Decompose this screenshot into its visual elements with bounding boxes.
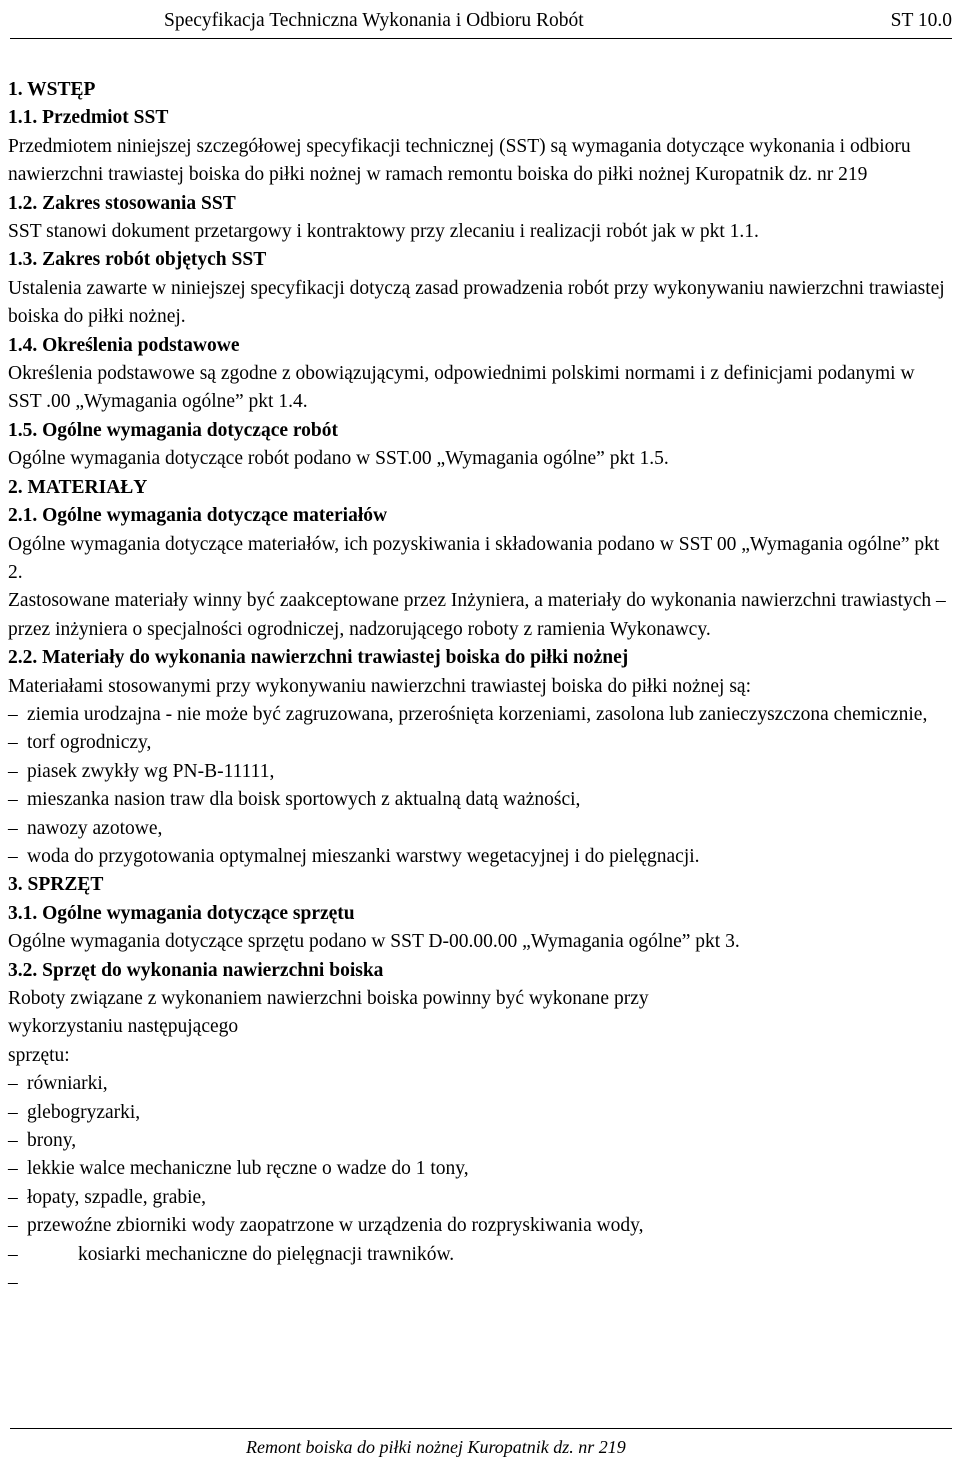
section-heading-3: 3. SPRZĘT [8,874,104,896]
section-heading-1: 1. WSTĘP [8,79,96,100]
dash-bullet: – [8,1101,18,1123]
footer-text: Remont boiska do piłki nożnej Kuropatnik dz. nr 219 [246,1437,626,1457]
dash-bullet: – [8,1073,18,1095]
document-body [8,76,952,1297]
materials-list [8,701,952,871]
section-body-1-2: SST stanowi dokument przetargowy i kontraktowy przy zlecaniu i realizacji robót jak w pkt 1.1. [8,221,759,243]
section-heading-2-1: 2.1. Ogólne wymagania dotyczące materiałów [8,505,388,527]
section-heading-1-1: 1.1. Przedmiot SST [8,107,169,129]
list-item-text: łopaty, szpadle, grabie, [27,1186,207,1208]
list-item [8,1155,952,1183]
list-item-text: mieszanka nasion traw dla boisk sportowych z aktualną datą ważności, [27,789,581,811]
section-body-1-1: Przedmiotem niniejszej szczegółowej specyfikacji technicznej (SST) są wymagania dotyczące wykonania i odbioru nawierzchni trawiastej boiska do piłki nożnej w ramach remontu boiska do piłki nożnej Kuropatnik dz. nr 219 [8,135,911,186]
list-item-text: torf ogrodniczy, [27,732,152,754]
list-item [8,843,952,871]
dash-bullet: – [8,1215,18,1237]
section-body-1-4: Określenia podstawowe są zgodne z obowiązującymi, odpowiednimi polskimi normami i z definicjami podanymi w SST .00 „Wymagania ogólne” pkt 1.4. [8,363,915,413]
list-item [8,1070,952,1098]
list-item-empty [8,1269,952,1297]
list-item-text: ziemia urodzajna - nie może być zagruzowana, przerośnięta korzeniami, zasolona lub zanieczyszczona chemicznie, [27,703,928,725]
list-item [8,1212,952,1240]
section-body-2-2: Materiałami stosowanymi przy wykonywaniu nawierzchni trawiastej boiska do piłki nożnej są: [8,675,751,697]
list-item-text: lekkie walce mechaniczne lub ręczne o wadze do 1 tony, [27,1158,469,1180]
section-heading-1-3: 1.3. Zakres robót objętych SST [8,249,267,271]
section-body-3-1: Ogólne wymagania dotyczące sprzętu podano w SST D-00.00.00 „Wymagania ogólne” pkt 3. [8,931,740,953]
section-body-3-2-line2: wykorzystaniu następującego [8,1016,239,1038]
section-body-1-3: Ustalenia zawarte w niniejszej specyfikacji dotyczą zasad prowadzenia robót przy wykonywaniu nawierzchni trawiastej boiska do piłki nożnej. [8,277,945,328]
dash-bullet: – [8,1130,18,1152]
dash-bullet: – [8,760,18,782]
list-item [8,1184,952,1212]
section-heading-3-1: 3.1. Ogólne wymagania dotyczące sprzętu [8,902,355,924]
dash-bullet: – [8,789,18,811]
list-item [8,701,952,729]
list-item-text: kosiarki mechaniczne do pielęgnacji trawników. [78,1243,455,1265]
section-heading-2: 2. MATERIAŁY [8,476,148,498]
dash-bullet: – [8,732,18,754]
list-item [8,1241,952,1269]
list-item [8,786,952,814]
section-body-3-2-line3: sprzętu: [8,1044,70,1066]
dash-bullet: – [8,1158,18,1180]
section-body-2-1-b: Zastosowane materiały winny być zaakceptowane przez Inżyniera, a materiały do wykonania nawierzchni trawiastych – przez inżyniera o specjalności ogrodniczej, nadzorującego roboty z ramienia Wykonawcy. [8,590,946,640]
section-heading-1-5: 1.5. Ogólne wymagania dotyczące robót [8,419,339,441]
section-heading-2-2: 2.2. Materiały do wykonania nawierzchni trawiastej boiska do piłki nożnej [8,647,629,669]
section-heading-1-2: 1.2. Zakres stosowania SST [8,192,236,214]
section-body-3-2-line1: Roboty związane z wykonaniem nawierzchni boiska powinny być wykonane przy [8,988,649,1009]
list-item-text: brony, [27,1130,77,1152]
page-footer [10,1428,952,1457]
list-item-text: równiarki, [27,1073,108,1095]
section-body-2-1: Ogólne wymagania dotyczące materiałów, ich pozyskiwania i składowania podano w SST 00 „Wymagania ogólne” pkt 2. [8,533,940,583]
header-code: ST 10.0 [890,10,952,31]
list-item [8,729,952,757]
dash-bullet: – [8,817,18,839]
list-item-text: glebogryzarki, [27,1101,141,1123]
list-item [8,758,952,786]
dash-bullet: – [8,1186,18,1208]
list-item-text: nawozy azotowe, [27,817,163,839]
section-body-1-5: Ogólne wymagania dotyczące robót podano w SST.00 „Wymagania ogólne” pkt 1.5. [8,448,669,470]
list-item-text: woda do przygotowania optymalnej mieszanki warstwy wegetacyjnej i do pielęgnacji. [27,845,700,867]
list-item [8,815,952,843]
section-heading-1-4: 1.4. Określenia podstawowe [8,334,240,356]
list-item [8,1127,952,1155]
dash-bullet: – [8,1272,18,1294]
header-title: Specyfikacja Techniczna Wykonania i Odbioru Robót [164,10,584,31]
equipment-list [8,1070,952,1297]
section-heading-3-2: 3.2. Sprzęt do wykonania nawierzchni boiska [8,959,384,981]
page-header [10,8,952,39]
dash-bullet: – [8,845,18,867]
list-item-text: przewoźne zbiorniki wody zaopatrzone w urządzenia do rozpryskiwania wody, [27,1215,644,1237]
list-item [8,1099,952,1127]
dash-bullet: – [8,1243,18,1265]
dash-bullet: – [8,703,18,725]
list-item-text: piasek zwykły wg PN-B-11111, [27,760,275,782]
